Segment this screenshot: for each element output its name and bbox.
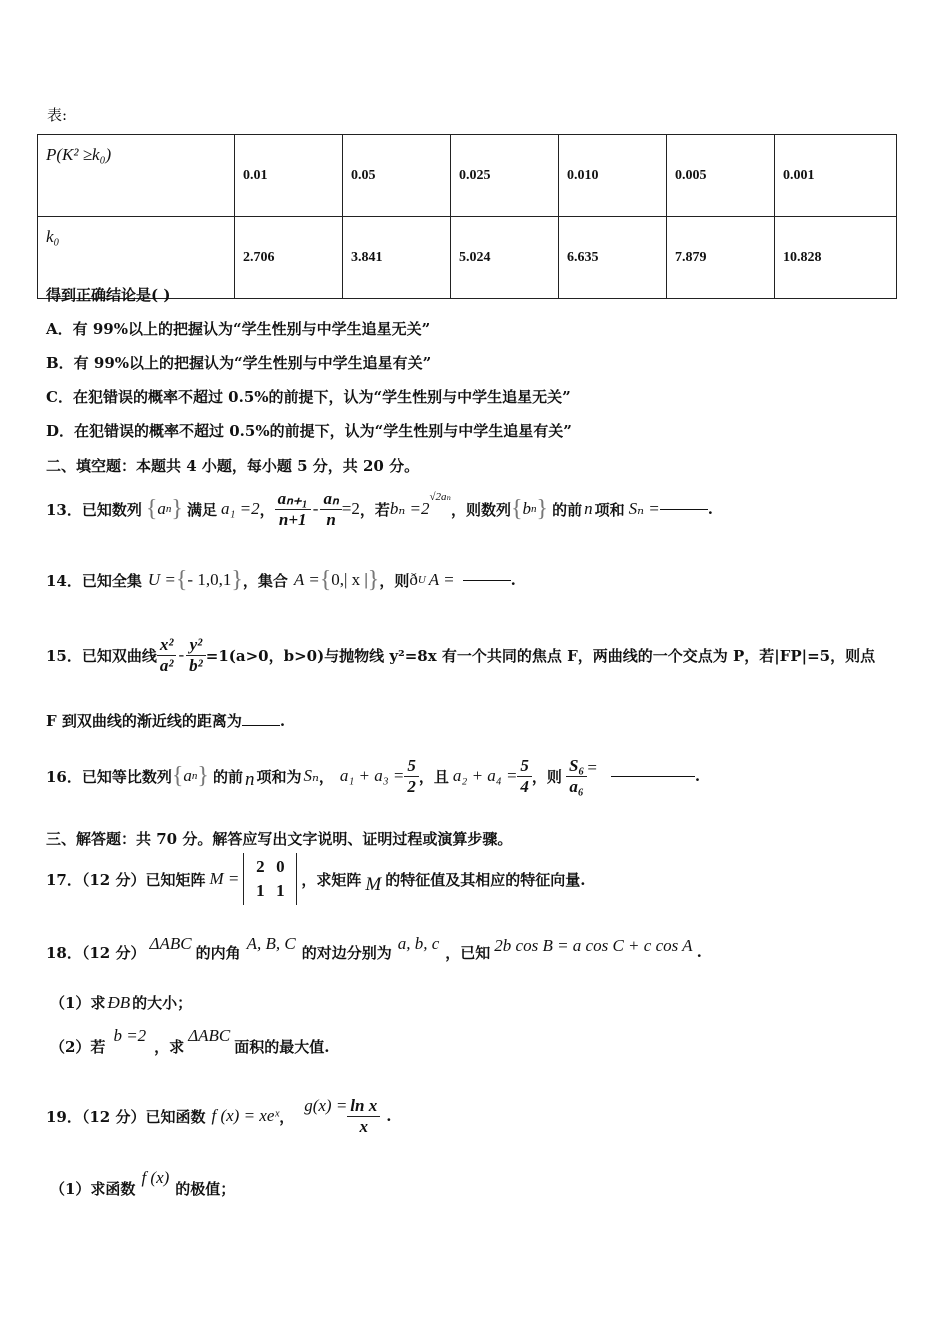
- answer-blank[interactable]: [242, 725, 280, 726]
- matrix: 2 0 1 1: [243, 853, 297, 905]
- table-cell: 2.706: [235, 217, 343, 299]
- fraction: $\frac{\text{S₆}}{\text{a₆}}$: [566, 756, 587, 797]
- section-heading-fill-in: 二、填空题：本题共 4 小题，每小题 5 分，共 20 分。: [46, 457, 420, 475]
- table-cell: 3.841: [343, 217, 451, 299]
- question-16: 16．已知等比数列 { a n } 的前 n 项和为 Sₙ ， a₁ + a₃ = $\frac{5}{2}$ ，且 a₂ + a₄ = $\frac{5}{4}$ ，则 $\frac{\text{S₆}}{\text{a₆}}$ = .: [46, 755, 701, 796]
- table-cell: 0.005: [667, 135, 775, 217]
- fraction: $\frac{5}{2}$: [404, 756, 419, 797]
- table-cell: 0.025: [451, 135, 559, 217]
- table-cell: 5.024: [451, 217, 559, 299]
- table-header-cell: k₀: [38, 217, 235, 299]
- question-18-part2: （2）若 b =2 ，求 ΔABC 面积的最大值.: [50, 1026, 330, 1056]
- fraction: $\frac{\text{ln x}}{x}$: [347, 1096, 380, 1137]
- question-15: 15．已知双曲线 $\frac{\text{x²}}{\text{a²}}$ - $\frac{\text{y²}}{\text{b²}}$ =1(a>0，b>0)与抛物线 y²=8x 有一个共同的焦点 F，两曲线的一个交点为 P，若|FP|=5，则点: [46, 634, 876, 675]
- option-c: C．在犯错误的概率不超过 0.5%的前提下，认为“学生性别与中学生追星无关”: [46, 388, 571, 406]
- fraction: $\frac{\text{aₙ}}{n}$: [320, 489, 341, 530]
- section-heading-answer: 三、解答题：共 70 分。解答应写出文字说明、证明过程或演算步骤。: [46, 830, 513, 848]
- table-cell: 0.001: [775, 135, 897, 217]
- question-18: 18．（12 分） ΔABC 的内角 A, B, C 的对边分别为 a, b, c ，已知 2b cos B = a cos C + c cos A .: [46, 934, 702, 962]
- question-14: 14．已知全集 U = { - 1,0,1 } ，集合 A = { 0,| x | } ，则 ð U A = .: [46, 566, 516, 593]
- complement-symbol: ð: [409, 570, 418, 589]
- fraction: $\frac{\text{y²}}{\text{b²}}$: [186, 635, 206, 676]
- answer-blank[interactable]: [463, 580, 511, 581]
- option-a: A．有 99%以上的把握认为“学生性别与中学生追星无关”: [46, 320, 431, 338]
- answer-blank[interactable]: [611, 776, 695, 777]
- fraction: $\frac{\text{aₙ₊₁}}{n+1}$: [275, 489, 311, 530]
- question-13: 13．已知数列 { a n } 满足 a₁ =2 ， $\frac{\text{aₙ₊₁}}{n+1}$ - $\frac{\text{aₙ}}{n}$ =2 ，若 bₙ =2 $^{√2a_n}$ ，则数列 { b n } 的前 n 项和 Sₙ = .: [46, 488, 713, 529]
- question-stem: 得到正确结论是( ): [46, 286, 171, 304]
- table-cell: 0.01: [235, 135, 343, 217]
- table-cell: 0.010: [559, 135, 667, 217]
- option-d: D．在犯错误的概率不超过 0.5%的前提下，认为“学生性别与中学生追星有关”: [46, 422, 572, 440]
- table-header-cell: P(K² ≥k₀): [38, 135, 235, 217]
- question-19-part1: （1）求函数 f (x) 的极值；: [50, 1168, 236, 1198]
- table-label: 表:: [47, 106, 68, 124]
- question-15-line2: F 到双曲线的渐近线的距离为 .: [46, 712, 286, 730]
- answer-blank[interactable]: [660, 509, 708, 510]
- option-b: B．有 99%以上的把握认为“学生性别与中学生追星有关”: [46, 354, 432, 372]
- table-row: [38, 135, 897, 217]
- question-17: 17．（12 分）已知矩阵 M = 2 0 1 1 ，求矩阵 M 的特征值及其相应的特征向量.: [46, 850, 585, 908]
- fraction: $\frac{5}{4}$: [517, 756, 532, 797]
- table-cell: 7.879: [667, 217, 775, 299]
- table-cell: 10.828: [775, 217, 897, 299]
- table-cell: 0.05: [343, 135, 451, 217]
- fraction: $\frac{\text{x²}}{\text{a²}}$: [157, 635, 177, 676]
- table-cell: 6.635: [559, 217, 667, 299]
- question-18-part1: （1）求 ÐB 的大小；: [50, 992, 193, 1012]
- critical-value-table: [37, 134, 897, 299]
- question-19: 19．（12 分）已知函数 f (x) = xeˣ ， g(x) = $\frac{\text{ln x}}{x}$ .: [46, 1095, 392, 1136]
